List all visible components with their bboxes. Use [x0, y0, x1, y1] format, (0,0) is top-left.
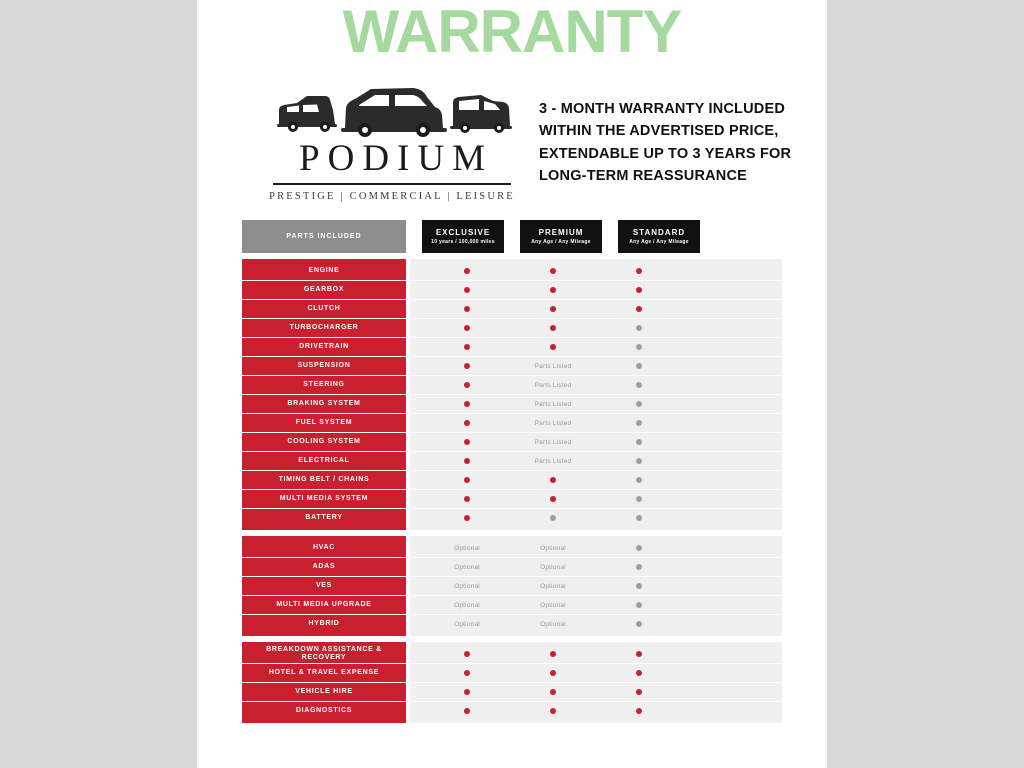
cell-standard: [596, 363, 682, 369]
cell-exclusive: [424, 268, 510, 274]
cell-exclusive: [424, 382, 510, 388]
cell-standard: [596, 583, 682, 589]
cell-standard: [596, 515, 682, 521]
cell-standard: [596, 496, 682, 502]
table-header-row: [242, 220, 782, 253]
row-label: HYBRID: [308, 620, 340, 628]
included-dot-icon: [550, 287, 556, 293]
row-label: ELECTRICAL: [242, 452, 406, 471]
included-dot-icon: [550, 651, 556, 657]
row-label: DRIVETRAIN: [242, 338, 406, 357]
row-label: SUSPENSION: [242, 357, 406, 376]
cell-exclusive: [424, 363, 510, 369]
table-row: [410, 300, 782, 319]
included-dot-icon: [636, 689, 642, 695]
included-dot-icon: [464, 420, 470, 426]
excluded-dot-icon: [550, 515, 556, 521]
cell-premium: [510, 287, 596, 293]
included-dot-icon: [464, 670, 470, 676]
cell-exclusive: Optional: [454, 544, 480, 552]
plan-subtitle: Any Age / Any Mileage: [629, 239, 689, 245]
row-label: FUEL SYSTEM: [242, 414, 406, 433]
cell-standard: [596, 344, 682, 350]
table-row: [410, 596, 782, 615]
cell-premium: Parts Listed: [534, 419, 572, 427]
excluded-dot-icon: [636, 477, 642, 483]
section-values: [410, 259, 782, 530]
cell-standard: [596, 670, 682, 676]
cell-standard: [596, 287, 682, 293]
row-label: COOLING SYSTEM: [242, 433, 406, 452]
cell-standard: [596, 439, 682, 445]
table-row: [410, 490, 782, 509]
cell-premium: [510, 344, 596, 350]
included-dot-icon: [550, 325, 556, 331]
excluded-dot-icon: [636, 363, 642, 369]
section-labels: [242, 536, 406, 636]
cell-premium: [510, 689, 596, 695]
brand-divider: [273, 183, 511, 185]
row-label: MULTI MEDIA SYSTEM: [242, 490, 406, 509]
cell-standard: [596, 689, 682, 695]
header-plan-exclusive: [422, 220, 504, 253]
table-row: [410, 615, 782, 633]
row-label: CLUTCH: [242, 300, 406, 319]
row-label: TIMING BELT / CHAINS: [242, 471, 406, 490]
table-row: [410, 357, 782, 376]
cell-premium: [510, 651, 596, 657]
cell-exclusive: [424, 651, 510, 657]
included-dot-icon: [464, 708, 470, 714]
cell-standard: [596, 651, 682, 657]
included-dot-icon: [464, 306, 470, 312]
table-row: [410, 338, 782, 357]
table-row: [410, 702, 782, 720]
cell-premium: Optional: [540, 544, 566, 552]
included-dot-icon: [464, 477, 470, 483]
section-values: [410, 536, 782, 636]
header-spacer: [606, 220, 614, 253]
brand-block: [267, 80, 517, 202]
excluded-dot-icon: [636, 621, 642, 627]
row-label: BREAKDOWN ASSISTANCE & RECOVERY: [242, 645, 406, 664]
warranty-document: [197, 0, 827, 768]
vehicles-illustration-icon: [267, 80, 517, 138]
included-dot-icon: [464, 268, 470, 274]
cell-standard: [596, 708, 682, 714]
included-dot-icon: [550, 689, 556, 695]
row-label: DIAGNOSTICS: [295, 707, 353, 715]
table-row: [410, 262, 782, 281]
table-row: [410, 683, 782, 702]
section-labels: [242, 642, 406, 723]
cell-premium: [510, 325, 596, 331]
included-dot-icon: [550, 708, 556, 714]
excluded-dot-icon: [636, 515, 642, 521]
row-label: TURBOCHARGER: [242, 319, 406, 338]
row-label: STEERING: [242, 376, 406, 395]
table-row: [410, 509, 782, 527]
included-dot-icon: [636, 670, 642, 676]
excluded-dot-icon: [636, 325, 642, 331]
plan-subtitle: Any Age / Any Mileage: [531, 239, 591, 245]
included-dot-icon: [464, 515, 470, 521]
excluded-dot-icon: [636, 545, 642, 551]
cell-exclusive: [424, 306, 510, 312]
included-dot-icon: [464, 496, 470, 502]
included-dot-icon: [550, 306, 556, 312]
table-row: [410, 414, 782, 433]
section-labels: [242, 259, 406, 530]
cell-standard: [596, 458, 682, 464]
cell-exclusive: [424, 708, 510, 714]
table-section-optional-components: [242, 536, 782, 636]
included-dot-icon: [464, 439, 470, 445]
cell-exclusive: [424, 458, 510, 464]
cell-premium: [510, 496, 596, 502]
table-row: [410, 433, 782, 452]
cell-premium: [510, 515, 596, 521]
cell-exclusive: [424, 287, 510, 293]
table-sections: [242, 259, 782, 723]
included-dot-icon: [636, 306, 642, 312]
intro-paragraph: 3 - MONTH WARRANTY INCLUDED WITHIN THE ADVERTISED PRICE, EXTENDABLE UP TO 3 YEARS FOR LONG-TERM REASSURANCE: [539, 101, 792, 185]
cell-exclusive: [424, 670, 510, 676]
page-title: WARRANTY: [342, 0, 682, 65]
cell-premium: Optional: [540, 563, 566, 571]
brand-tagline: PRESTIGE | COMMERCIAL | LEISURE: [269, 191, 515, 202]
header-row: [197, 80, 827, 202]
header-spacer: [410, 220, 418, 253]
cell-exclusive: [424, 496, 510, 502]
row-label: ENGINE: [242, 262, 406, 281]
table-section-assistance: [242, 642, 782, 723]
cell-standard: [596, 602, 682, 608]
included-dot-icon: [464, 287, 470, 293]
cell-standard: [596, 382, 682, 388]
included-dot-icon: [464, 401, 470, 407]
plan-name: STANDARD: [632, 228, 686, 237]
cell-standard: [596, 564, 682, 570]
table-row: [410, 452, 782, 471]
included-dot-icon: [550, 670, 556, 676]
cell-premium: Parts Listed: [534, 457, 572, 465]
included-dot-icon: [550, 344, 556, 350]
cell-premium: Optional: [540, 582, 566, 590]
included-dot-icon: [636, 708, 642, 714]
excluded-dot-icon: [636, 602, 642, 608]
included-dot-icon: [464, 344, 470, 350]
table-row: [410, 645, 782, 664]
excluded-dot-icon: [636, 564, 642, 570]
plan-name: PREMIUM: [538, 228, 584, 237]
included-dot-icon: [636, 268, 642, 274]
cell-premium: Optional: [540, 620, 566, 628]
row-label: VES: [242, 577, 406, 596]
cell-premium: [510, 670, 596, 676]
cell-premium: Parts Listed: [534, 438, 572, 446]
excluded-dot-icon: [636, 344, 642, 350]
cell-exclusive: [424, 515, 510, 521]
cell-exclusive: [424, 325, 510, 331]
cell-premium: [510, 306, 596, 312]
cell-exclusive: Optional: [454, 620, 480, 628]
row-label: MULTI MEDIA UPGRADE: [242, 596, 406, 615]
cell-standard: [596, 420, 682, 426]
table-row: [410, 376, 782, 395]
brand-name: PODIUM: [299, 138, 493, 179]
cell-exclusive: Optional: [454, 582, 480, 590]
cell-standard: [596, 401, 682, 407]
cell-standard: [596, 621, 682, 627]
row-label: BRAKING SYSTEM: [242, 395, 406, 414]
cell-standard: [596, 545, 682, 551]
included-dot-icon: [550, 477, 556, 483]
excluded-dot-icon: [636, 496, 642, 502]
excluded-dot-icon: [636, 458, 642, 464]
plan-subtitle: 10 years / 100,000 miles: [431, 239, 495, 245]
table-row: [410, 281, 782, 300]
cell-premium: [510, 708, 596, 714]
table-row: [410, 577, 782, 596]
section-values: [410, 642, 782, 723]
row-label: VEHICLE HIRE: [242, 683, 406, 702]
cell-standard: [596, 477, 682, 483]
cell-exclusive: [424, 344, 510, 350]
cell-premium: Parts Listed: [534, 381, 572, 389]
cell-exclusive: Optional: [454, 601, 480, 609]
cell-standard: [596, 306, 682, 312]
row-label: HVAC: [242, 539, 406, 558]
cell-exclusive: [424, 439, 510, 445]
cell-exclusive: Optional: [454, 563, 480, 571]
table-row: [410, 395, 782, 414]
excluded-dot-icon: [636, 439, 642, 445]
header-plan-premium: [520, 220, 602, 253]
excluded-dot-icon: [636, 420, 642, 426]
table-row: [410, 664, 782, 683]
included-dot-icon: [550, 268, 556, 274]
included-dot-icon: [550, 496, 556, 502]
included-dot-icon: [464, 458, 470, 464]
cell-exclusive: [424, 401, 510, 407]
table-row: [410, 539, 782, 558]
warranty-table: [242, 220, 782, 723]
cell-premium: [510, 477, 596, 483]
row-label: ADAS: [242, 558, 406, 577]
included-dot-icon: [464, 651, 470, 657]
table-section-main-components: [242, 259, 782, 530]
excluded-dot-icon: [636, 382, 642, 388]
cell-exclusive: [424, 477, 510, 483]
cell-premium: Optional: [540, 601, 566, 609]
row-label: BATTERY: [305, 514, 343, 522]
included-dot-icon: [636, 287, 642, 293]
cell-standard: [596, 325, 682, 331]
header-spacer: [508, 220, 516, 253]
included-dot-icon: [464, 363, 470, 369]
plan-name: EXCLUSIVE: [435, 228, 491, 237]
cell-premium: Parts Listed: [534, 400, 572, 408]
included-dot-icon: [636, 651, 642, 657]
cell-standard: [596, 268, 682, 274]
included-dot-icon: [464, 325, 470, 331]
cell-exclusive: [424, 689, 510, 695]
cell-premium: [510, 268, 596, 274]
included-dot-icon: [464, 689, 470, 695]
header-plan-standard: [618, 220, 700, 253]
row-label: HOTEL & TRAVEL EXPENSE: [242, 664, 406, 683]
table-row: [410, 319, 782, 338]
excluded-dot-icon: [636, 401, 642, 407]
cell-exclusive: [424, 420, 510, 426]
row-label: GEARBOX: [242, 281, 406, 300]
table-row: [410, 471, 782, 490]
table-row: [410, 558, 782, 577]
excluded-dot-icon: [636, 583, 642, 589]
included-dot-icon: [464, 382, 470, 388]
cell-premium: Parts Listed: [534, 362, 572, 370]
header-parts-included: PARTS INCLUDED: [242, 220, 406, 253]
